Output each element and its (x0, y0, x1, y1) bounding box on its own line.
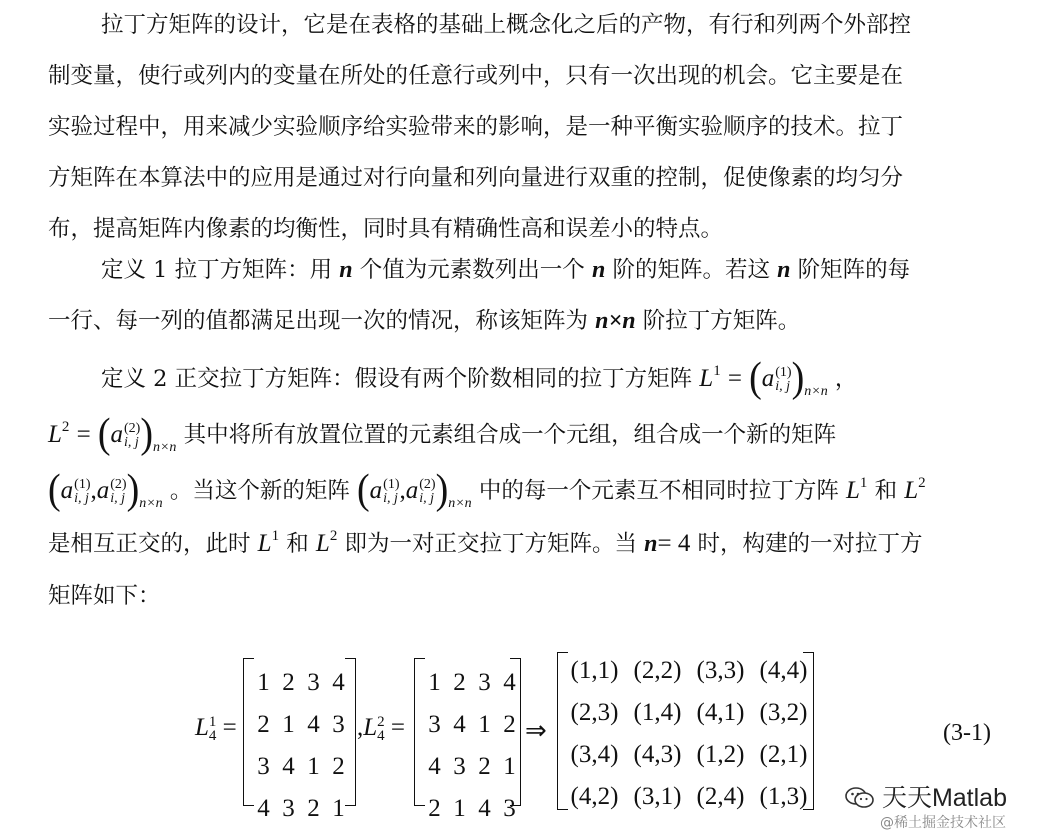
superscript: 2 (61, 419, 70, 435)
matrix-cell: 3 (257, 753, 270, 780)
matrix-cell: 1 (478, 711, 491, 738)
superscript: 1 (713, 363, 721, 379)
var-L: L (257, 530, 272, 557)
matrix-cell: 4 (332, 669, 345, 696)
paren: ) (126, 466, 140, 514)
subscript: n×n (448, 496, 472, 511)
matrix-L4-1 (251, 662, 351, 830)
matrix-combined (563, 650, 815, 818)
def1-text: 个值为元素数列出一个 (359, 257, 585, 283)
bracket-right (510, 658, 521, 806)
watermark-text: 天天Matlab (881, 784, 1007, 812)
matrix-cell: 4 (478, 795, 491, 822)
matrix-cell: 4 (428, 753, 441, 780)
var-n: n (777, 257, 791, 283)
matrix-cell: (2,3) (570, 699, 619, 726)
paren: ( (749, 354, 762, 402)
matrix-cell: 2 (453, 669, 466, 696)
superscript: 2 (329, 528, 338, 544)
var-a: a (405, 477, 419, 504)
matrix-L4-2 (422, 662, 522, 830)
matrix-cell: 2 (428, 795, 441, 822)
paren: ) (140, 410, 153, 458)
def2-text: 中的每一个元素互不相同时拉丁方阵 (478, 478, 839, 504)
matrix-cell: (3,2) (759, 699, 808, 726)
text-line: 布，提高矩阵内像素的均衡性，同时具有精确性高和误差小的特点。 (48, 216, 724, 242)
def1-text: 阶矩阵的每 (797, 257, 911, 283)
equals-four: = 4 (657, 530, 691, 557)
def1-text: 定义 1 拉丁方矩阵：用 (101, 257, 333, 283)
paren: ) (435, 466, 449, 514)
matrix-cell: (4,3) (633, 741, 682, 768)
var-n: n (339, 257, 353, 283)
def2-text: 即为一对正交拉丁方矩阵。当 (344, 531, 637, 557)
matrix-cell: (4,1) (696, 699, 745, 726)
def2-text: 和 (286, 531, 309, 557)
text-line (48, 518, 1008, 570)
index: (1) i, j (775, 365, 792, 394)
text-line: 矩阵如下： (48, 583, 161, 609)
text-line: 实验过程中，用来减少实验顺序给实验带来的影响，是一种平衡实验顺序的技术。拉丁 (48, 114, 904, 140)
bracket-right (803, 652, 814, 810)
matrix-cell: (4,4) (759, 657, 808, 684)
text-line: 方矩阵在本算法中的应用是通过对行向量和列向量进行双重的控制，促使像素的均匀分 (48, 165, 904, 191)
paren: ( (97, 410, 111, 458)
def2-text: 时，构建的一对拉丁方 (697, 531, 923, 557)
text-line (48, 296, 1008, 347)
index: (1) i, j (383, 477, 400, 506)
matrix-cell: 4 (257, 795, 270, 822)
superscript: 1 (271, 528, 280, 544)
bracket-right (345, 658, 356, 806)
watermark (845, 778, 1007, 814)
matrix-cell: 4 (307, 711, 320, 738)
equals: = (727, 365, 742, 392)
var-n: n (591, 257, 606, 283)
var-a: a (761, 365, 775, 392)
matrix-cell: 4 (453, 711, 466, 738)
matrix-cell: (1,2) (696, 741, 745, 768)
matrix-cell: 4 (282, 753, 295, 780)
matrix-cell: 2 (257, 711, 270, 738)
text-line (48, 245, 1008, 296)
var-a: a (96, 477, 110, 504)
matrix-cell: 3 (453, 753, 466, 780)
text-line: 制变量，使行或列内的变量在所处的任意行或列中，只有一次出现的机会。它主要是在 (48, 63, 904, 89)
matrix-cell: 3 (503, 795, 516, 822)
var-a: a (60, 477, 74, 504)
def2-text: 。当这个新的矩阵 (169, 478, 350, 504)
def2-text: 定义 2 正交拉丁方矩阵：假设有两个阶数相同的拉丁方矩阵 (101, 366, 693, 392)
matrix-cell: 1 (332, 795, 345, 822)
superscript: 1 (859, 475, 868, 491)
paren: ) (791, 354, 805, 402)
matrix-cell: (1,3) (759, 783, 808, 810)
subscript: n×n (152, 440, 177, 455)
matrix-cell: 2 (307, 795, 320, 822)
index: (2) i, j (419, 477, 436, 506)
matrix-cell: (3,4) (570, 741, 619, 768)
matrix-cell: 4 (503, 669, 516, 696)
matrix-cell: 1 (428, 669, 441, 696)
L4-1-label: L 1 4 = (195, 714, 237, 745)
text-line (48, 350, 1008, 406)
matrix-cell: 1 (453, 795, 466, 822)
equals: = (76, 421, 91, 448)
matrix-cell: 1 (503, 753, 516, 780)
watermark-sub: @稀土掘金技术社区 (880, 815, 1006, 831)
matrix-cell: 1 (257, 669, 270, 696)
matrix-cell: 2 (332, 753, 345, 780)
L4-2-label: ,L 2 4 = (357, 714, 406, 745)
matrix-cell: (3,3) (696, 657, 745, 684)
matrix-cell: 3 (428, 711, 441, 738)
index: (2) i, j (110, 477, 127, 506)
subscript: n×n (804, 384, 828, 399)
var-L: L (315, 530, 330, 557)
var-L: L (904, 477, 919, 504)
definition-1 (48, 245, 1008, 347)
index: (2) i, j (123, 421, 141, 450)
matrix-cell: (4,2) (570, 783, 619, 810)
intro-paragraph (48, 0, 1008, 255)
subscript: n×n (139, 496, 163, 511)
matrix-cell: 3 (478, 669, 491, 696)
def2-text: 和 (874, 478, 898, 504)
matrix-cell: 3 (307, 669, 320, 696)
matrix-cell: (2,4) (696, 783, 745, 810)
matrix-cell: 2 (503, 711, 516, 738)
var-L: L (699, 365, 714, 392)
def1-text: 阶拉丁方矩阵。 (642, 308, 801, 334)
matrix-cell: 3 (282, 795, 295, 822)
matrix-cell: (2,2) (633, 657, 682, 684)
implies-arrow: ⇒ (525, 716, 547, 745)
var-a: a (110, 421, 123, 448)
equation-number: (3-1) (943, 720, 991, 746)
def1-text: 阶的矩阵。若这 (612, 257, 770, 283)
matrix-cell: 2 (478, 753, 491, 780)
text-line: 拉丁方矩阵的设计，它是在表格的基础上概念化之后的产物，有行和列两个外部控 (101, 12, 912, 38)
wechat-icon (845, 787, 875, 809)
definition-2 (48, 350, 1008, 622)
matrix-cell: 3 (332, 711, 345, 738)
matrix-cell: (1,1) (570, 657, 619, 684)
def1-text: 一行、每一列的值都满足出现一次的情况，称该矩阵为 (48, 308, 589, 334)
matrix-cell: (2,1) (759, 741, 808, 768)
def2-text: 其中将所有放置位置的元素组合成一个元组，组合成一个新的矩阵 (183, 422, 837, 448)
matrix-cell: (3,1) (633, 783, 682, 810)
matrix-cell: 2 (282, 669, 295, 696)
text-line (48, 406, 1008, 462)
var-n: n (644, 531, 658, 557)
superscript: 2 (918, 475, 926, 491)
var-nxn: n×n (595, 308, 636, 334)
paren: ( (48, 466, 61, 514)
matrix-cell: (1,4) (633, 699, 682, 726)
paren: ( (357, 466, 370, 514)
matrix-cell: 1 (307, 753, 320, 780)
var-a: a (369, 477, 383, 504)
punct: ， (834, 366, 858, 392)
var-L: L (48, 421, 62, 448)
index: (1) i, j (74, 477, 91, 506)
def2-text: 是相互正交的，此时 (48, 531, 251, 557)
text-line: (a (1) i, j ,a (2) i, j )$_{n\times n}$ 。当这个新的矩阵 (a (1) i, j ,a (2) i, j )$_{n\times n}$ 中的每一个元素互不相同时拉丁方阵 $L^1$ 和 $L^2$ (48, 462, 1008, 518)
matrix-cell: 1 (282, 711, 295, 738)
var-L: L (846, 477, 860, 504)
